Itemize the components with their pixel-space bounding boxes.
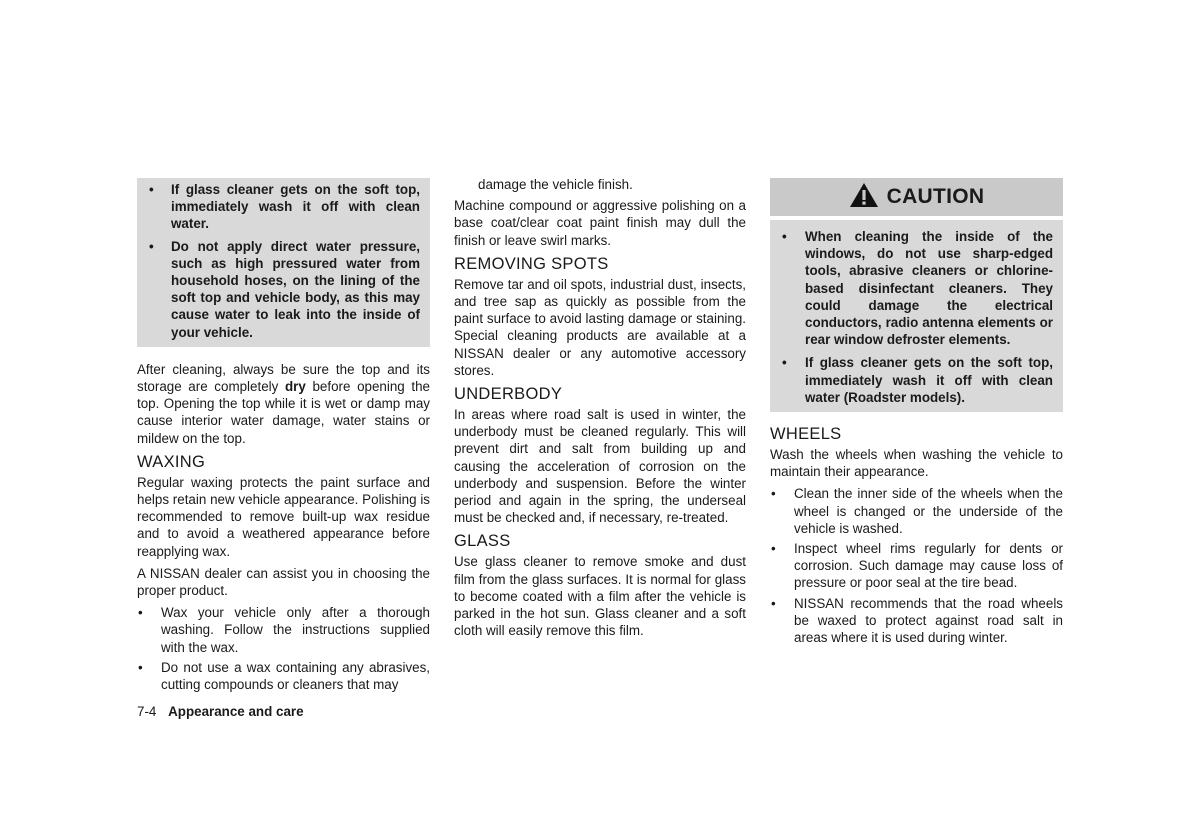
glass-heading: GLASS [454,532,511,551]
waxing-paragraph: Regular waxing protects the paint surface and helps retain new vehicle appearance. Polishing is recommended to remove built-up wax residue and to avoid a weathered appearance before reapplying wax. [137,474,430,559]
section-title: Appearance and care [168,704,304,719]
page-footer [137,704,304,719]
soft-top-warning-box [137,178,430,347]
warning-item: • If glass cleaner gets on the soft top, immediately wash it off with clean water. [147,181,420,233]
wheels-heading: WHEELS [770,425,842,444]
middle-column [454,176,746,644]
glass-paragraph: Use glass cleaner to remove smoke and dust film from the glass surfaces. It is normal for glass to become coated with a film after the vehicle is parked in the hot sun. Glass cleaner and a soft cloth will easily remove this film. [454,554,746,639]
page-number: 7-4 [137,704,157,719]
left-column [137,178,430,696]
list-item: • Inspect wheel rims regularly for dents or corrosion. Such damage may cause loss of pressure or poor seal at the tire bead. [770,540,1063,592]
caution-header [770,178,1063,216]
list-item: • Wax your vehicle only after a thorough washing. Follow the instructions supplied with the wax. [137,604,430,656]
caution-title: CAUTION [886,185,985,209]
caution-body [770,220,1063,412]
underbody-heading: UNDERBODY [454,385,563,404]
removing-spots-heading: REMOVING SPOTS [454,254,609,273]
list-item: • Do not use a wax containing any abrasives, cutting compounds or cleaners that may [137,659,430,693]
wheels-bullets [770,485,1063,646]
list-item: • Clean the inner side of the wheels when the wheel is changed or the underside of the vehicle is washed. [770,485,1063,537]
caution-list [780,228,1053,406]
right-column [770,178,1063,649]
machine-compound-paragraph: Machine compound or aggressive polishing on a base coat/clear coat paint finish may dull the finish or leave swirl marks. [454,198,746,248]
warning-triangle-icon [849,182,879,212]
continued-text: damage the vehicle finish. [478,177,633,192]
emphasis-dry: dry [284,379,306,395]
waxing-heading: WAXING [137,452,206,471]
dealer-paragraph: A NISSAN dealer can assist you in choosing the proper product. [137,565,430,599]
warning-list [147,181,420,341]
list-item: • NISSAN recommends that the road wheels be waxed to protect against road salt in areas where it is used during winter. [770,595,1063,647]
caution-item: • When cleaning the inside of the windows, do not use sharp-edged tools, abrasive cleaners or chlorine-based disinfectant cleaners. They could damage the electrical conductors, radio antenna elements or rear window defroster elements. [780,228,1053,348]
wheels-paragraph: Wash the wheels when washing the vehicle to maintain their appearance. [770,447,1063,480]
underbody-paragraph: In areas where road salt is used in winter, the underbody must be cleaned regularly. This will prevent dirt and salt from building up and causing the acceleration of corrosion on the underbody and suspension. Before the winter period and again in the spring, the underseal must be checked and, if necessary, re-treated. [454,407,746,526]
removing-spots-paragraph: Remove tar and oil spots, industrial dust, insects, and tree sap as quickly as possible from the paint surface to avoid lasting damage or staining. Special cleaning products are available at a NISSAN dealer or any automotive accessory stores. [454,276,746,378]
warning-item: • Do not apply direct water pressure, such as high pressured water from household hoses, on the lining of the soft top and vehicle body, as this may cause water to leak into the inside of your vehicle. [147,238,420,341]
waxing-bullets [137,604,430,693]
caution-item: • If glass cleaner gets on the soft top, immediately wash it off with clean water (Roadster models). [780,354,1053,406]
after-cleaning-paragraph: After cleaning, always be sure the top and its storage are completely dry before opening the top. Opening the top while it is wet or damp may cause interior water damage, water stains or mildew on the top. [137,361,430,446]
